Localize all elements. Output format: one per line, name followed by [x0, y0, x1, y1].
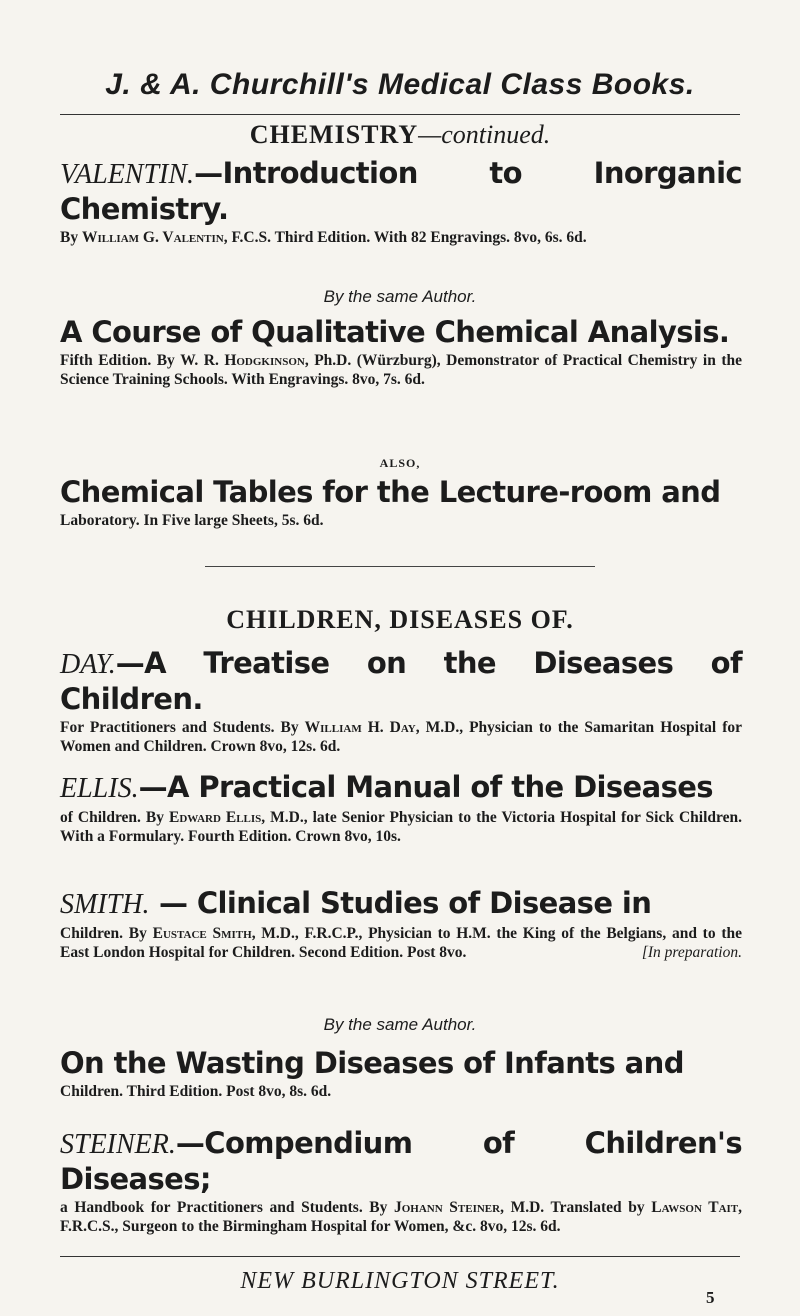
entry-qualitative-analysis: [60, 315, 742, 389]
entry-wasting-diseases: [60, 1046, 742, 1101]
entry-title: [60, 475, 742, 509]
entry-title: [60, 1046, 742, 1080]
entry-details: [60, 351, 742, 389]
entry-translator: Lawson Tait: [651, 1199, 739, 1216]
entry-title-text: —Introduction to Inorganic Chemistry.: [60, 156, 742, 226]
entry-details-text: , M.D., late Senior Physician to the Victoria Hospital for Sick Children. With a Formulary. Fourth Edition. Crown 8vo, 10s.: [60, 809, 742, 845]
entry-title: [60, 646, 742, 716]
same-author-note: By the same Author.: [323, 287, 477, 306]
entry-steiner: [60, 1126, 742, 1236]
header-rule: [60, 114, 740, 115]
entry-title-text: A Course of Qualitative Chemical Analysis.: [60, 315, 730, 349]
entry-author: ELLIS.: [60, 773, 139, 804]
entry-details: [60, 1198, 742, 1236]
entry-person: Edward Ellis: [169, 809, 262, 826]
entry-details-text-2: , F.R.C.S., Surgeon to the Birmingham Hospital for Women, &c. 8vo, 12s. 6d.: [60, 1199, 743, 1235]
entry-by: a Handbook for Practitioners and Students. By: [60, 1199, 388, 1216]
entry-details-text: , Ph.D. (Würzburg), Demonstrator of Practical Chemistry in the Science Training Schools. With Engravings. 8vo, 7s. 6d.: [60, 352, 742, 388]
section-heading-text: CHILDREN, DISEASES OF.: [226, 605, 574, 634]
entry-by: Children. Third Edition. Post 8vo, 8s. 6d.: [60, 1083, 332, 1100]
entry-details: [60, 808, 742, 846]
entry-title-text: — Clinical Studies of Disease in: [149, 886, 652, 920]
entry-title: [60, 1126, 742, 1196]
entry-details: [60, 228, 742, 247]
entry-person: William G. Valentin: [81, 229, 224, 246]
entry-author: STEINER.: [60, 1129, 176, 1160]
same-author-note: By the same Author.: [323, 1015, 477, 1034]
footer-address: NEW BURLINGTON STREET.: [240, 1268, 560, 1294]
in-preparation-note: [In preparation.: [641, 944, 742, 961]
entry-author: SMITH.: [60, 889, 150, 920]
entry-by: By: [60, 229, 79, 246]
entry-details: [60, 1082, 742, 1101]
entry-details-text: , F.C.S. Third Edition. With 82 Engravings. 8vo, 6s. 6d.: [223, 229, 587, 246]
entry-title: [60, 770, 742, 806]
entry-person: Johann Steiner: [394, 1199, 501, 1216]
entry-title-text: —Compendium of Children's Diseases;: [60, 1126, 742, 1196]
entry-details-text: , M.D., F.R.C.P., Physician to H.M. the King of the Belgians, and to the East London Hospital for Children. Second Edition. Post 8vo.: [60, 925, 742, 961]
entry-valentin: [60, 156, 742, 247]
entry-details: [60, 718, 742, 756]
section-heading-children: [0, 605, 800, 635]
running-head: J. & A. Churchill's Medical Class Books.: [105, 68, 695, 101]
page-number: 5: [706, 1288, 715, 1307]
entry-details-text: , M.D., Physician to the Samaritan Hospital for Women and Children. Crown 8vo, 12s. 6d.: [60, 719, 742, 755]
entry-details: [60, 924, 742, 962]
entry-smith: [60, 886, 742, 962]
entry-details: [60, 511, 742, 530]
also-label: ALSO,: [379, 456, 421, 470]
entry-person: W. R. Hodgkinson: [180, 352, 305, 369]
section-heading-text: CHEMISTRY: [249, 120, 419, 149]
entry-by: Children. By: [60, 925, 147, 942]
entry-title: [60, 886, 742, 922]
entry-title-text: —A Practical Manual of the Diseases: [138, 770, 713, 804]
entry-title: [60, 315, 742, 349]
entry-title-text: —A Treatise on the Diseases of Children.: [60, 646, 742, 716]
entry-title-text: Chemical Tables for the Lecture-room and: [60, 475, 721, 509]
entry-by: Laboratory. In Five large Sheets, 5s. 6d.: [60, 512, 324, 529]
entry-title-text: On the Wasting Diseases of Infants and: [60, 1046, 684, 1080]
entry-person: William H. Day: [304, 719, 416, 736]
entry-ellis: [60, 770, 742, 846]
entry-by: For Practitioners and Students. By: [60, 719, 299, 736]
entry-author: VALENTIN.: [60, 159, 195, 190]
entry-person: Eustace Smith: [152, 925, 252, 942]
entry-author: DAY.: [60, 649, 116, 680]
entry-chemical-tables: [60, 475, 742, 530]
footer-rule: [60, 1256, 740, 1257]
entry-details-text: , M.D. Translated by: [500, 1199, 645, 1216]
section-heading-suffix: —continued.: [418, 120, 551, 149]
section-heading-chemistry: [0, 120, 800, 150]
entry-day: [60, 646, 742, 756]
entry-title: [60, 156, 742, 226]
entry-by: of Children. By: [60, 809, 164, 826]
entry-by: Fifth Edition. By: [60, 352, 175, 369]
section-divider: [205, 566, 595, 567]
